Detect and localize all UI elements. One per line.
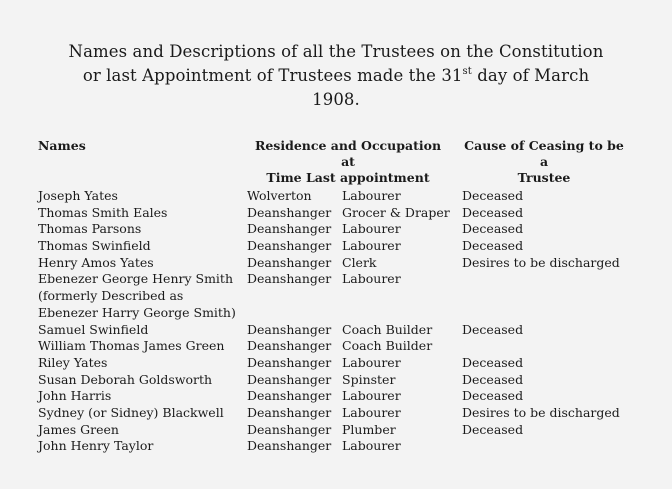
column-header-cause [458,138,630,186]
title-line-2-tail: day of March [471,66,590,85]
trustee-occupation: Labourer [342,404,401,420]
trustee-name: Henry Amos Yates [38,254,154,270]
trustee-occupation: Labourer [342,354,401,370]
table-row [0,205,672,222]
table-row [0,238,672,255]
column-header-names: Names [38,138,86,153]
trustee-occupation: Labourer [342,221,401,237]
trustee-cause: Desires to be discharged [462,254,620,270]
trustee-occupation: Grocer & Draper [342,204,450,220]
column-header-cause-line-1: Cause of Ceasing to be a [464,138,624,169]
trustee-residence: Deanshanger [247,404,332,420]
trustee-occupation: Labourer [342,188,401,203]
column-header-residence-line-1: Residence and Occupation at [254,138,442,169]
trustee-residence: Deanshanger [247,338,332,354]
table-row [0,422,672,439]
trustee-cause: Deceased [462,354,524,370]
trustee-cause: Deceased [462,421,524,437]
trustee-name: Thomas Parsons [38,221,142,237]
trustee-name: John Henry Taylor [38,438,154,454]
trustee-occupation: Spinster [342,371,396,387]
trustee-cause: Desires to be discharged [462,404,620,420]
trustee-name: Thomas Smith Eales [38,204,168,220]
column-header-cause-line-2: Trustee [517,170,571,185]
trustee-cause: Deceased [462,371,524,387]
column-header-residence-line-2: Time Last appointment [266,170,430,185]
trustee-occupation: Labourer [342,238,401,254]
trustee-residence: Deanshanger [247,388,332,404]
table-row [0,221,672,238]
table-row [0,438,672,455]
trustee-cause: Deceased [462,388,524,404]
title-line-3: 1908. [312,90,360,109]
title-ordinal-suffix: st [462,66,472,77]
table-row [0,405,672,422]
trustee-cause: Deceased [462,204,524,220]
table-row [0,322,672,339]
trustee-cause: Deceased [462,321,524,337]
trustee-name: Riley Yates [38,354,108,370]
trustee-residence: Deanshanger [247,238,332,254]
trustee-cause: Deceased [462,221,524,237]
table-row [0,288,672,305]
table-row [0,188,672,205]
trustee-residence: Deanshanger [247,254,332,270]
trustee-residence: Deanshanger [247,438,332,454]
trustee-occupation: Coach Builder [342,321,433,337]
table-row [0,388,672,405]
title-line-2-text: or last Appointment of Trustees made the 31 [82,66,463,85]
trustee-residence: Deanshanger [247,271,332,287]
title-line-1: Names and Descriptions of all the Trustees on the Constitution [68,42,604,61]
trustee-name: Thomas Swinfield [38,238,151,254]
trustee-cause: Deceased [462,238,524,254]
table-row [0,271,672,288]
trustee-list [0,188,672,455]
trustee-name: Sydney (or Sidney) Blackwell [38,404,224,420]
trustee-name: William Thomas James Green [38,338,225,354]
table-row [0,255,672,272]
trustee-residence: Deanshanger [247,354,332,370]
title-line-2 [20,64,652,88]
trustee-residence: Deanshanger [247,421,332,437]
document-title [20,40,652,112]
trustee-occupation: Labourer [342,388,401,404]
trustee-cause: Deceased [462,188,524,203]
trustee-residence: Deanshanger [247,204,332,220]
trustee-occupation: Labourer [342,271,401,287]
trustee-occupation: Coach Builder [342,338,433,354]
table-row [0,305,672,322]
trustee-name: (formerly Described as [38,288,184,304]
table-row [0,355,672,372]
trustee-name: John Harris [38,388,112,404]
trustee-name: Ebenezer Harry George Smith) [38,304,236,320]
trustee-occupation: Labourer [342,438,401,454]
trustee-occupation: Clerk [342,254,377,270]
table-row [0,338,672,355]
column-header-residence [248,138,448,186]
table-row [0,372,672,389]
trustee-name: Ebenezer George Henry Smith [38,271,234,287]
trustee-residence: Deanshanger [247,321,332,337]
trustee-residence: Wolverton [247,188,312,203]
trustee-name: James Green [38,421,119,437]
trustee-name: Samuel Swinfield [38,321,149,337]
trustee-occupation: Plumber [342,421,396,437]
trustee-name: Joseph Yates [38,188,118,203]
trustee-residence: Deanshanger [247,371,332,387]
trustee-name: Susan Deborah Goldsworth [38,371,213,387]
trustee-residence: Deanshanger [247,221,332,237]
